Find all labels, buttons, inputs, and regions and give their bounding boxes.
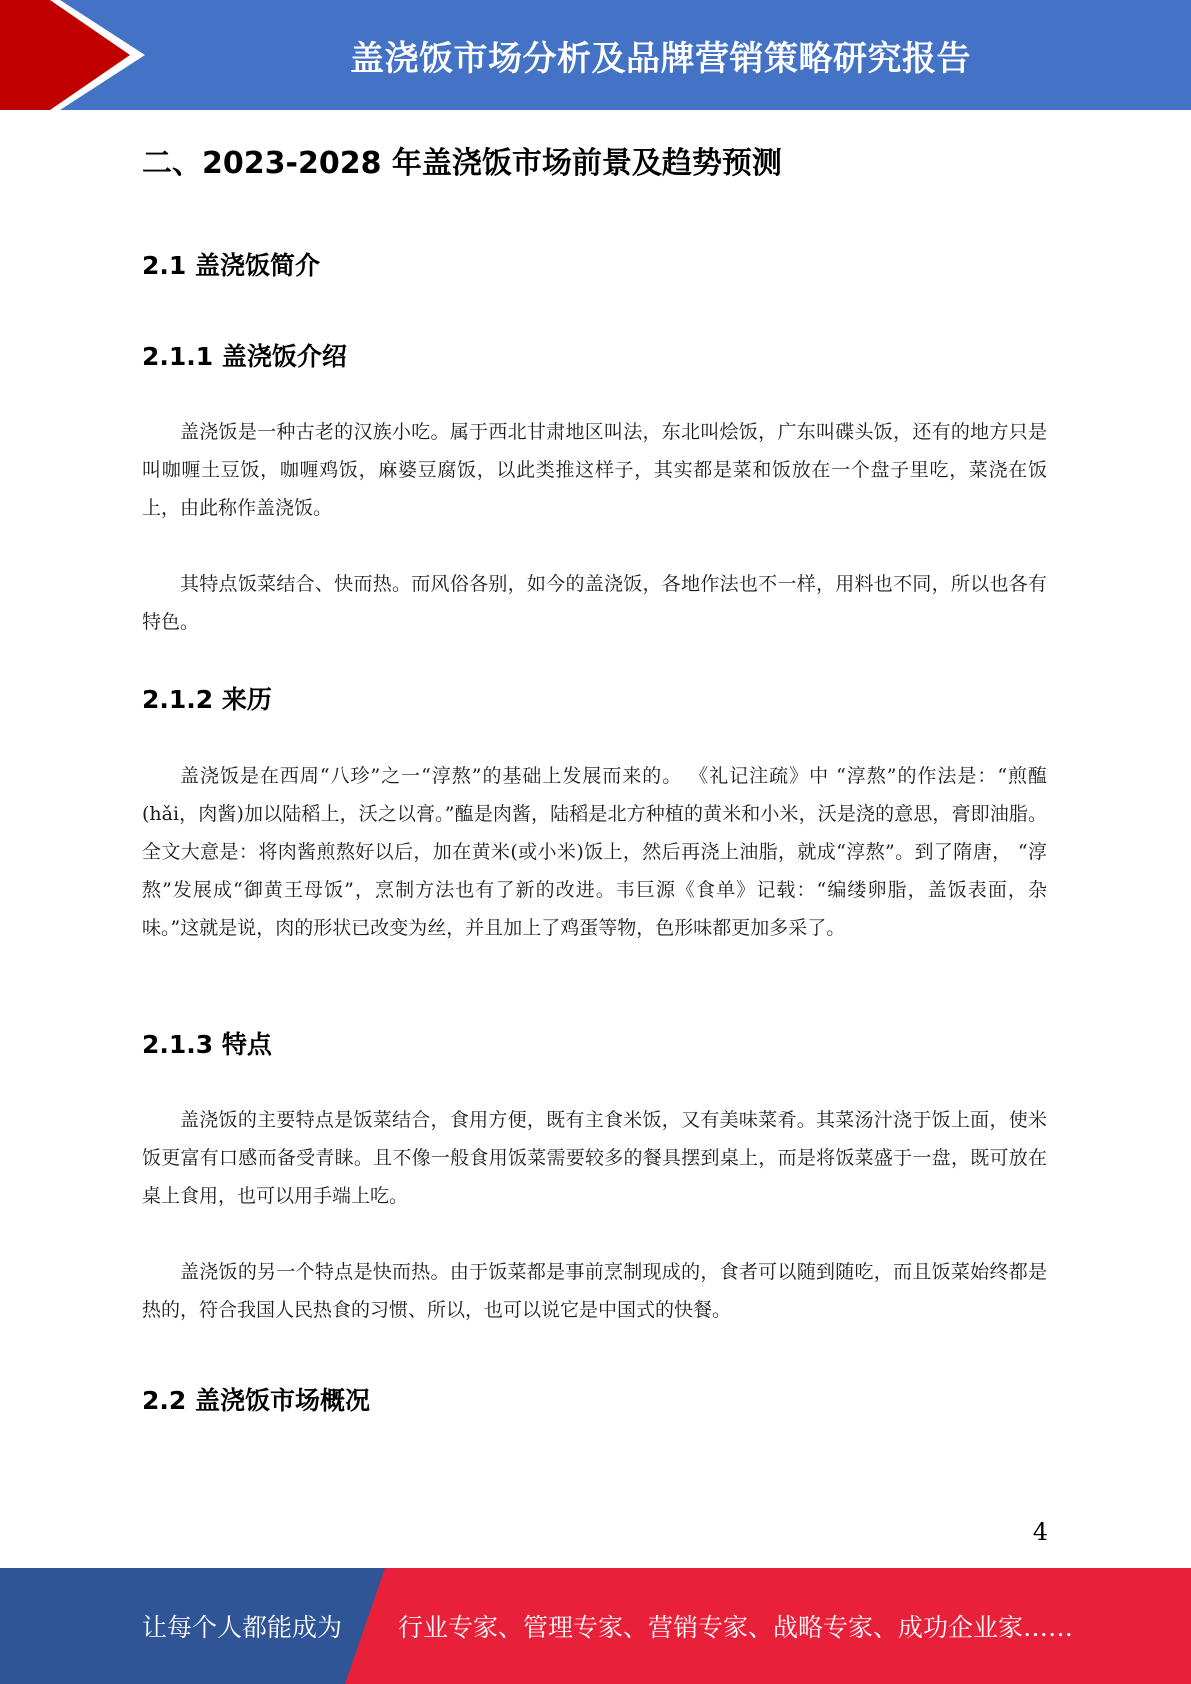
page-header: [0, 0, 1191, 110]
paragraph-features-1: 盖浇饭的主要特点是饭菜结合，食用方便，既有主食米饭，又有美味菜肴。其菜汤汁浇于饭上面，使米饭更富有口感而备受青睐。且不像一般食用饭菜需要较多的餐具摆到桌上，而是将饭菜盛于一盘，既可放在桌上食用，也可以用手端上吃。: [142, 1109, 1047, 1207]
paragraph-origin: 盖浇饭是在西周“八珍”之一“淳熬”的基础上发展而来的。 《礼记注疏》中 “淳熬”的作法是：“煎醢(hǎi，肉酱)加以陆稻上，沃之以膏。”醢是肉酱，陆稻是北方种植的黄米和小米，沃是浇的意思，膏即油脂。全文大意是：将肉酱煎熬好以后，加在黄米(或小米)饭上，然后再浇上油脂，就成“淳熬”。到了隋唐， “淳熬”发展成“御黄王母饭”，烹制方法也有了新的改进。韦巨源《食单》记载：“编缕卵脂，盖饭表面，杂味。”这就是说，肉的形状已改变为丝，并且加上了鸡蛋等物，色形味都更加多采了。: [142, 765, 1047, 939]
footer-slogan-right: 行业专家、管理专家、营销专家、战略专家、成功企业家……: [398, 1613, 1074, 1642]
section-heading-2-2: 2.2 盖浇饭市场概况: [142, 1386, 370, 1415]
paragraph-introduction-1: 盖浇饭是一种古老的汉族小吃。属于西北甘肃地区叫法，东北叫烩饭，广东叫碟头饭，还有的地方只是叫咖喱土豆饭，咖喱鸡饭，麻婆豆腐饭，以此类推这样子，其实都是菜和饭放在一个盘子里吃，菜浇在饭上，由此称作盖浇饭。: [142, 421, 1047, 519]
paragraph-features-2: 盖浇饭的另一个特点是快而热。由于饭菜都是事前烹制现成的，食者可以随到随吃，而且饭菜始终都是热的，符合我国人民热食的习惯、所以，也可以说它是中国式的快餐。: [142, 1261, 1047, 1321]
section-heading-2-1-1: 2.1.1 盖浇饭介绍: [142, 342, 347, 371]
footer-slogan-left: 让每个人都能成为: [142, 1613, 343, 1642]
section-heading-2-1: 2.1 盖浇饭简介: [142, 251, 320, 280]
page-number: 4: [1032, 1518, 1048, 1546]
chapter-heading: 二、2023-2028 年盖浇饭市场前景及趋势预测: [142, 146, 782, 181]
paragraph-introduction-2: 其特点饭菜结合、快而热。而风俗各别，如今的盖浇饭，各地作法也不一样，用料也不同，所以也各有特色。: [142, 573, 1047, 633]
section-heading-2-1-3: 2.1.3 特点: [142, 1030, 272, 1059]
section-heading-2-1-2: 2.1.2 来历: [142, 685, 272, 714]
page-footer: [0, 1568, 1191, 1684]
report-title: 盖浇饭市场分析及品牌营销策略研究报告: [350, 38, 971, 79]
header-chevron-decoration: [0, 0, 160, 110]
